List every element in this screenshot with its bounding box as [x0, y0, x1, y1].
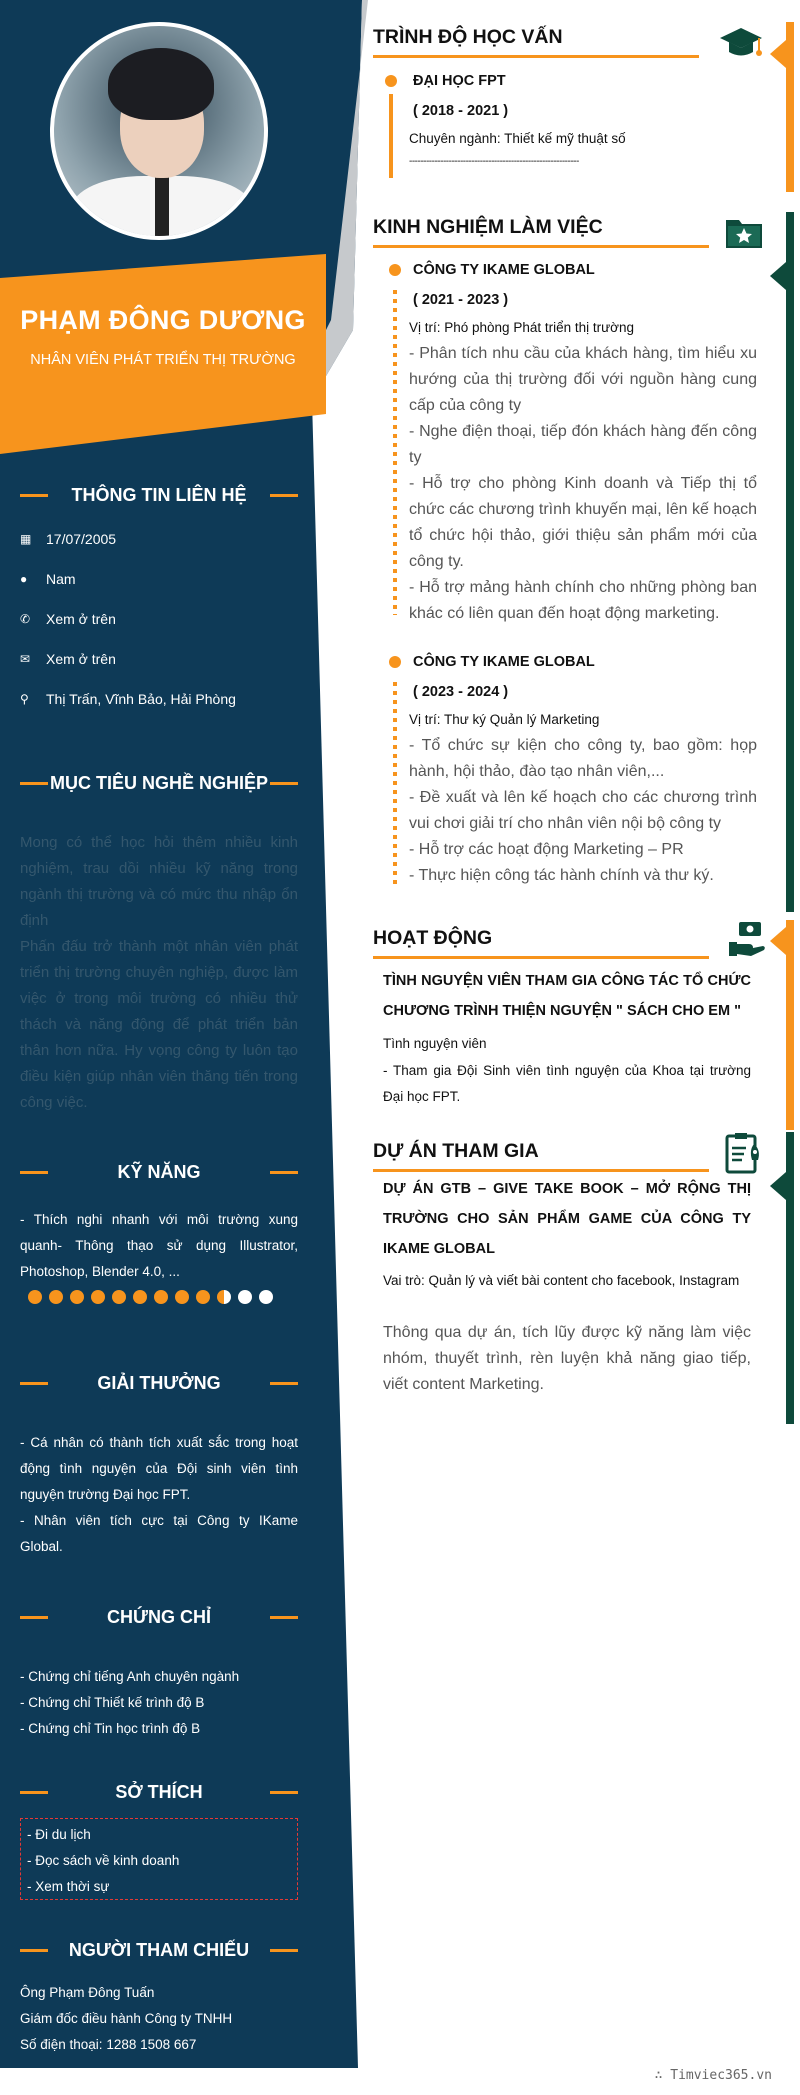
education-side-marker [770, 40, 786, 68]
hobbies-heading-label: SỞ THÍCH [115, 1781, 203, 1802]
contact-item-dob [20, 528, 300, 550]
certificates-heading-label: CHỨNG CHỈ [107, 1606, 211, 1627]
job-1-company: CÔNG TY IKAME GLOBAL [413, 262, 595, 278]
objective-heading-label: MỤC TIÊU NGHỀ NGHIỆP [49, 772, 268, 793]
user-icon: ● [20, 572, 28, 586]
job-2-duty: - Hỗ trợ các hoạt động Marketing – PR [409, 841, 684, 858]
objective-paragraph-1: Mong có thể học hỏi thêm nhiều kinh nghiệm, trau dồi nhiều kỹ năng trong ngành thị trường và có mức thu nhập ổn định [20, 834, 298, 929]
candidate-name: PHẠM ĐÔNG DƯƠNG [20, 305, 306, 335]
gender-text: Nam [46, 571, 76, 587]
experience-side-marker [770, 262, 786, 290]
job-2-duties [409, 733, 757, 889]
experience-underline [373, 245, 709, 248]
experience-heading: KINH NGHIỆM LÀM VIỆC [373, 216, 603, 238]
address-text: Thị Trấn, Vĩnh Bảo, Hải Phòng [46, 691, 236, 707]
references-heading [20, 1935, 298, 1965]
education-bullet [385, 75, 397, 87]
skill-rating-dot [49, 1290, 63, 1304]
objective-paragraph-2: Phấn đấu trở thành một nhân viên phát triển thị trường chuyên nghiệp, được làm việc ở trong môi trường có nhiều thử thách và năng động để phát triển bản thân hơn nữa. Hy vọng công ty luôn tạo điều kiện giúp nhân viên thăng tiến trong công việc. [20, 938, 298, 1111]
skill-rating [28, 1290, 273, 1304]
job-1-bullet [389, 264, 401, 276]
skill-rating-dot [112, 1290, 126, 1304]
graduation-cap-icon [718, 26, 764, 70]
hand-money-icon [727, 920, 767, 968]
reference-name: Ông Phạm Đông Tuấn [20, 1985, 155, 2000]
job-2-timeline [393, 682, 397, 887]
job-1-years: ( 2021 - 2023 ) [413, 292, 509, 308]
job-2-company: CÔNG TY IKAME GLOBAL [413, 654, 595, 670]
skill-rating-dot [91, 1290, 105, 1304]
education-years: ( 2018 - 2021 ) [413, 103, 509, 119]
certificates-heading [20, 1602, 298, 1632]
contact-item-gender [20, 568, 300, 590]
contact-heading [20, 480, 298, 510]
projects-side-marker [770, 1172, 786, 1200]
contact-item-phone [20, 608, 300, 630]
phone-text: Xem ở trên [46, 611, 116, 627]
job-2-bullet [389, 656, 401, 668]
project-description: Thông qua dự án, tích lũy được kỹ năng làm việc nhóm, thuyết trình, rèn luyện khả năng giao tiếp, viết content Marketing. [383, 1324, 751, 1393]
dob-text: 17/07/2005 [46, 531, 117, 547]
folder-star-icon [724, 214, 764, 258]
education-heading: TRÌNH ĐỘ HỌC VẤN [373, 26, 563, 48]
skill-rating-dot [175, 1290, 189, 1304]
projects-heading: DỰ ÁN THAM GIA [373, 1140, 539, 1162]
footer-watermark: ∴ Timviec365.vn [654, 2068, 772, 2083]
hobby-item: - Đi du lịch [27, 1827, 91, 1842]
education-major: Chuyên ngành: Thiết kế mỹ thuật số [409, 131, 626, 146]
skill-rating-dot [217, 1290, 231, 1304]
job-1-duty: - Nghe điện thoại, tiếp đón khách hàng đến công ty [409, 423, 757, 466]
objective-text [20, 830, 298, 1116]
projects-underline [373, 1169, 709, 1172]
activities-underline [373, 956, 709, 959]
contact-heading-label: THÔNG TIN LIÊN HỆ [71, 484, 247, 505]
job-1-position: Vị trí: Phó phòng Phát triển thị trường [409, 320, 635, 335]
skill-rating-dot [28, 1290, 42, 1304]
activity-title: TÌNH NGUYỆN VIÊN THAM GIA CÔNG TÁC TỔ CHỨC CHƯƠNG TRÌNH THIỆN NGUYỆN " SÁCH CHO EM " [383, 973, 751, 1019]
certificate-item: - Chứng chỉ tiếng Anh chuyên ngành [20, 1669, 240, 1684]
activity-role: Tình nguyện viên [383, 1036, 487, 1051]
awards-heading-label: GIẢI THƯỞNG [97, 1372, 221, 1393]
hobby-item: - Đọc sách về kinh doanh [27, 1853, 180, 1868]
job-2-duty: - Tổ chức sự kiện cho công ty, bao gồm: họp hành, hội thảo, đào tạo nhân viên,... [409, 737, 757, 780]
reference-phone: Số điện thoại: 1288 1508 667 [20, 2037, 197, 2052]
projects-side-bar [786, 1132, 794, 1424]
skill-rating-dot [133, 1290, 147, 1304]
skill-rating-dot [238, 1290, 252, 1304]
hobbies-list[interactable] [20, 1818, 298, 1900]
school-name: ĐẠI HỌC FPT [413, 73, 506, 89]
education-divider: ------------------------------------------------------------ [409, 156, 579, 167]
awards-heading [20, 1368, 298, 1398]
certificates-list [20, 1664, 298, 1742]
reference-title: Giám đốc điều hành Công ty TNHH [20, 2011, 233, 2026]
award-1: - Cá nhân có thành tích xuất sắc trong hoạt động tình nguyện của Đội sinh viên tình nguyện trường Đại học FPT. [20, 1435, 298, 1502]
hobby-item: - Xem thời sự [27, 1879, 110, 1894]
activities-heading: HOẠT ĐỘNG [373, 927, 493, 949]
skills-heading [20, 1157, 298, 1187]
job-1-duty: - Hỗ trợ mảng hành chính cho những phòng ban khác có liên quan đến hoạt động marketing. [409, 579, 757, 622]
references-heading-label: NGƯỜI THAM CHIẾU [68, 1939, 250, 1960]
job-1-duty: - Hỗ trợ cho phòng Kinh doanh và Tiếp thị tổ chức các chương trình khuyến mại, lên kế hoạch tổ chức hội thảo, giới thiệu sản phẩm mới của công ty. [409, 475, 757, 570]
candidate-role: NHÂN VIÊN PHÁT TRIỂN THỊ TRƯỜNG [30, 352, 296, 368]
job-2-duty: - Đề xuất và lên kế hoạch cho các chương trình vui chơi giải trí cho nhân viên nội bộ công ty [409, 789, 757, 832]
calendar-icon: ▦ [20, 532, 32, 546]
contact-item-address [20, 688, 300, 710]
phone-icon: ✆ [20, 612, 31, 626]
activities-side-bar [786, 920, 794, 1130]
education-timeline [389, 94, 393, 178]
certificate-item: - Chứng chỉ Thiết kế trình độ B [20, 1695, 205, 1710]
activities-side-marker [770, 927, 786, 955]
job-1-duties [409, 341, 757, 627]
education-underline [373, 55, 699, 58]
hobbies-heading [20, 1777, 298, 1807]
certificate-item: - Chứng chỉ Tin học trình độ B [20, 1721, 201, 1736]
contact-item-email [20, 648, 300, 670]
location-icon: ⚲ [20, 692, 29, 706]
job-1-timeline [393, 290, 397, 615]
award-2: - Nhân viên tích cực tại Công ty IKame Global. [20, 1513, 298, 1554]
skills-heading-label: KỸ NĂNG [117, 1161, 201, 1182]
job-2-duty: - Thực hiện công tác hành chính và thư ký. [409, 867, 714, 884]
education-side-bar [786, 22, 794, 192]
awards-text [20, 1430, 298, 1560]
skill-rating-dot [196, 1290, 210, 1304]
skill-rating-dot [154, 1290, 168, 1304]
skill-rating-dot [259, 1290, 273, 1304]
project-role: Vai trò: Quản lý và viết bài content cho facebook, Instagram [383, 1273, 740, 1288]
skill-rating-dot [70, 1290, 84, 1304]
email-icon: ✉ [20, 652, 31, 666]
job-2-position: Vị trí: Thư ký Quản lý Marketing [409, 712, 600, 727]
activity-description: - Tham gia Đội Sinh viên tình nguyện của Khoa tại trường Đại học FPT. [383, 1063, 751, 1104]
project-title: DỰ ÁN GTB – GIVE TAKE BOOK – MỞ RỘNG THỊ TRƯỜNG CHO SẢN PHẨM GAME CỦA CÔNG TY IKAME GLOBAL [383, 1181, 751, 1257]
objective-heading [20, 768, 298, 798]
references-list [20, 1980, 298, 2058]
experience-side-bar [786, 212, 794, 912]
email-text: Xem ở trên [46, 651, 116, 667]
job-1-duty: - Phân tích nhu cầu của khách hàng, tìm hiểu xu hướng của thị trường đối với nguồn hàng cung cấp của công ty [409, 345, 757, 414]
job-2-years: ( 2023 - 2024 ) [413, 684, 509, 700]
avatar [50, 22, 268, 240]
skills-text: - Thích nghi nhanh với môi trường xung quanh- Thông thạo sử dụng Illustrator, Photoshop, Blender 4.0, ... [20, 1212, 298, 1279]
